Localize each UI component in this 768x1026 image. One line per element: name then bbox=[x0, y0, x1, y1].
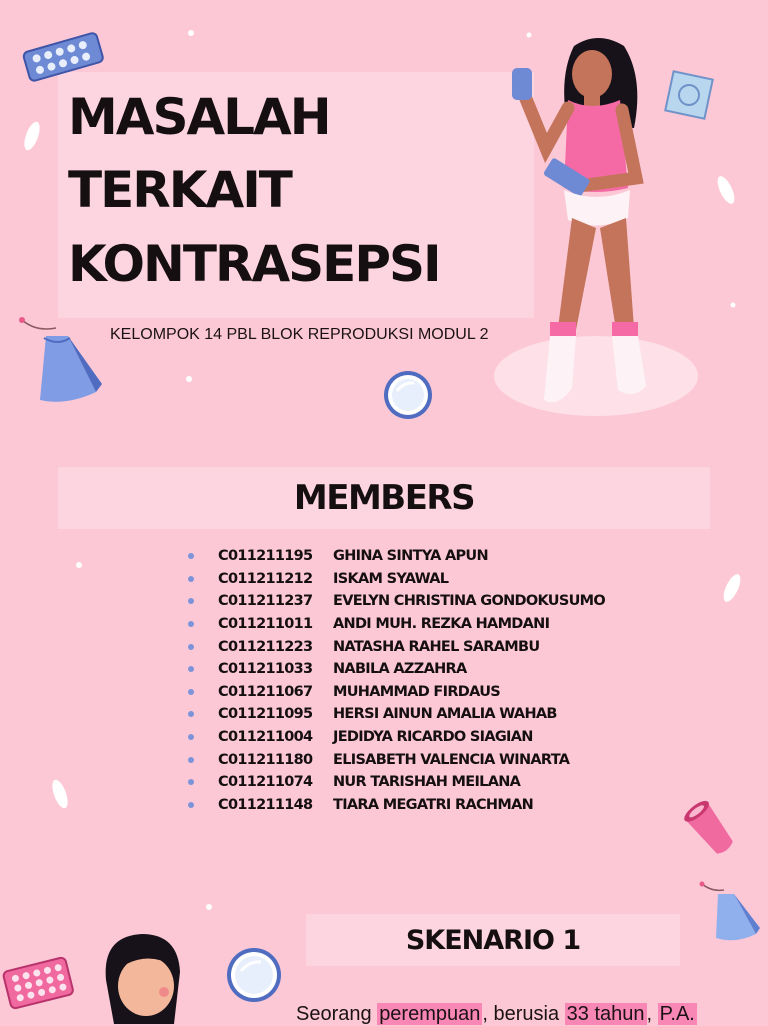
scenario-text: Seorang bbox=[296, 1003, 372, 1025]
member-row bbox=[188, 771, 605, 794]
page-title-line-3: KONTRASEPSI bbox=[68, 235, 440, 293]
woman-illustration bbox=[488, 28, 698, 420]
sparkle-icon bbox=[204, 902, 214, 912]
member-list bbox=[188, 545, 605, 816]
bullet-icon bbox=[188, 779, 194, 785]
member-name: HERSI AINUN AMALIA WAHAB bbox=[333, 706, 557, 723]
scenario-paragraph bbox=[296, 1003, 697, 1026]
scenario-text: , berusia bbox=[482, 1003, 560, 1025]
member-name: EVELYN CHRISTINA GONDOKUSUMO bbox=[333, 593, 606, 610]
member-row bbox=[188, 613, 605, 636]
female-condom-icon bbox=[676, 796, 748, 866]
member-row bbox=[188, 748, 605, 771]
member-nim: C011211237 bbox=[218, 593, 313, 610]
bullet-icon bbox=[188, 576, 194, 582]
leaf-icon bbox=[50, 776, 70, 812]
member-nim: C011211067 bbox=[218, 683, 313, 700]
bullet-icon bbox=[188, 598, 194, 604]
sparkle-icon bbox=[74, 560, 84, 570]
member-row bbox=[188, 635, 605, 658]
pill-blister-icon bbox=[20, 28, 106, 84]
bullet-icon bbox=[188, 711, 194, 717]
pill-blister-icon bbox=[0, 952, 76, 1012]
member-nim: C011211004 bbox=[218, 729, 313, 746]
page-title-line-2: TERKAIT bbox=[68, 161, 291, 219]
sparkle-icon bbox=[728, 300, 738, 310]
member-nim: C011211011 bbox=[218, 616, 313, 633]
member-nim: C011211148 bbox=[218, 796, 313, 813]
page-title-line-1: MASALAH bbox=[68, 88, 330, 146]
member-row bbox=[188, 794, 605, 817]
member-name: JEDIDYA RICARDO SIAGIAN bbox=[333, 729, 533, 746]
sparkle-icon bbox=[524, 30, 534, 40]
bullet-icon bbox=[188, 553, 194, 559]
diaphragm-cap-icon bbox=[224, 944, 284, 1006]
bullet-icon bbox=[188, 689, 194, 695]
pouch-icon bbox=[16, 314, 108, 408]
member-row bbox=[188, 568, 605, 591]
member-row bbox=[188, 590, 605, 613]
bullet-icon bbox=[188, 621, 194, 627]
bullet-icon bbox=[188, 644, 194, 650]
member-name: ANDI MUH. REZKA HAMDANI bbox=[333, 616, 550, 633]
member-nim: C011211033 bbox=[218, 661, 313, 678]
leaf-icon bbox=[722, 570, 742, 606]
scenario-highlight: P.A. bbox=[659, 1003, 695, 1025]
diaphragm-cap-icon bbox=[380, 367, 436, 423]
leaf-icon bbox=[22, 118, 42, 154]
scenario-highlight: 33 tahun bbox=[566, 1003, 645, 1025]
scenario-heading: SKENARIO 1 bbox=[405, 925, 581, 956]
member-name: NABILA AZZAHRA bbox=[333, 661, 467, 678]
member-row bbox=[188, 681, 605, 704]
members-heading: MEMBERS bbox=[293, 478, 475, 518]
member-nim: C011211180 bbox=[218, 751, 313, 768]
member-name: MUHAMMAD FIRDAUS bbox=[333, 683, 501, 700]
member-nim: C011211195 bbox=[218, 548, 313, 565]
subtitle: KELOMPOK 14 PBL BLOK REPRODUKSI MODUL 2 bbox=[110, 326, 489, 343]
bullet-icon bbox=[188, 802, 194, 808]
sparkle-icon bbox=[184, 374, 194, 384]
scenario-text: , bbox=[646, 1003, 653, 1025]
member-nim: C011211074 bbox=[218, 774, 313, 791]
bullet-icon bbox=[188, 666, 194, 672]
member-row bbox=[188, 726, 605, 749]
member-row bbox=[188, 658, 605, 681]
member-name: NUR TARISHAH MEILANA bbox=[333, 774, 521, 791]
member-row bbox=[188, 703, 605, 726]
member-name: NATASHA RAHEL SARAMBU bbox=[333, 638, 540, 655]
member-nim: C011211212 bbox=[218, 570, 313, 587]
scenario-highlight: perempuan bbox=[379, 1003, 481, 1025]
member-nim: C011211223 bbox=[218, 638, 313, 655]
woman-illustration bbox=[90, 930, 200, 1024]
pouch-icon bbox=[696, 878, 762, 944]
member-name: ELISABETH VALENCIA WINARTA bbox=[333, 751, 570, 768]
member-nim: C011211095 bbox=[218, 706, 313, 723]
leaf-icon bbox=[716, 172, 736, 208]
bullet-icon bbox=[188, 757, 194, 763]
member-name: GHINA SINTYA APUN bbox=[333, 548, 488, 565]
member-name: TIARA MEGATRI RACHMAN bbox=[333, 796, 534, 813]
member-row bbox=[188, 545, 605, 568]
sparkle-icon bbox=[186, 28, 196, 38]
bullet-icon bbox=[188, 734, 194, 740]
member-name: ISKAM SYAWAL bbox=[333, 570, 449, 587]
